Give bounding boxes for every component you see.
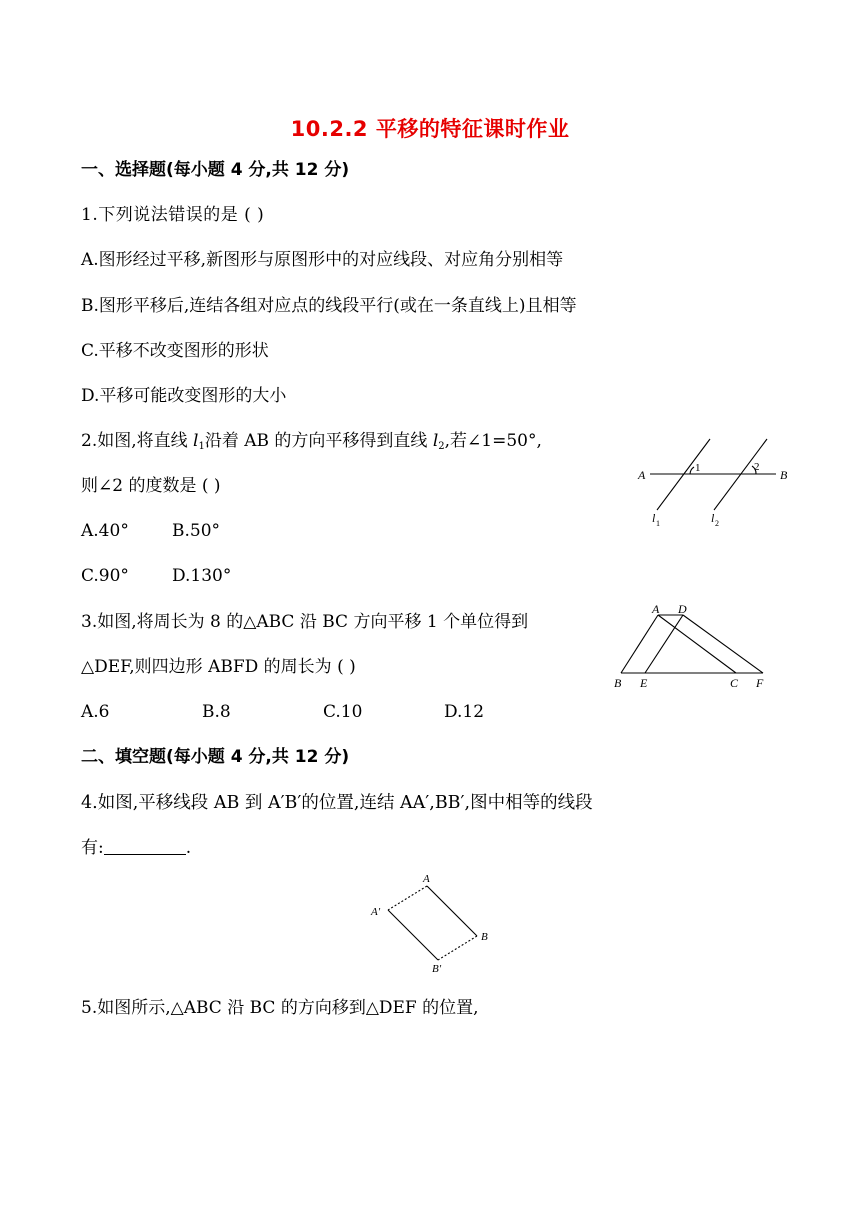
- q2-stem: [81, 429, 542, 459]
- q4-label-a-prime: A′: [371, 906, 381, 918]
- q2-option-b: B.50°: [172, 521, 221, 541]
- q3-option-c: C.10: [323, 702, 363, 722]
- q3-label-f: F: [756, 676, 764, 690]
- q3-label-d: D: [678, 602, 687, 616]
- page-title: 10.2.2 平移的特征课时作业: [290, 117, 570, 141]
- q3-label-e: E: [640, 676, 648, 690]
- q2-label-l1: l: [652, 511, 656, 525]
- q2-option-d: D.130°: [172, 566, 232, 586]
- q1-option-d: D.平移可能改变图形的大小: [81, 386, 287, 406]
- q4-answer-blank[interactable]: [104, 840, 186, 855]
- q3-stem2: △DEF,则四边形 ABFD 的周长为 ( ): [81, 657, 356, 677]
- q2-angle1-arc: [690, 467, 694, 474]
- q1-stem: 1.下列说法错误的是 ( ): [81, 205, 265, 225]
- q3-line-ab: [621, 615, 658, 673]
- q4-segment-bb1: [438, 936, 477, 960]
- q4-stem2-pre: 有:: [81, 838, 104, 858]
- q4-stem2: [81, 836, 191, 860]
- section1-heading: 一、选择题(每小题 4 分,共 12 分): [81, 160, 350, 180]
- q2-label-l2-sub: 2: [715, 519, 719, 528]
- q4-label-b: B: [481, 931, 488, 943]
- q3-line-de: [645, 615, 683, 673]
- q1-option-b: B.图形平移后,连结各组对应点的线段平行(或在一条直线上)且相等: [81, 296, 577, 316]
- q2-l1-sub: 1: [198, 441, 205, 452]
- q3-options: [81, 700, 484, 724]
- q2-option-a: A.40°: [81, 521, 129, 541]
- q3-line-df: [683, 615, 763, 673]
- q5-stem: 5.如图所示,△ABC 沿 BC 的方向移到△DEF 的位置,: [81, 998, 479, 1018]
- q2-label-l2: l: [711, 511, 715, 525]
- q4-segment-aa1: [388, 886, 427, 910]
- q4-stem2-post: .: [185, 838, 192, 858]
- section2-heading: 二、填空题(每小题 4 分,共 12 分): [81, 747, 350, 767]
- q2-figure: [630, 432, 800, 532]
- q3-line-ac: [658, 615, 736, 673]
- q2-label-a: A: [638, 468, 646, 482]
- q1-option-a: A.图形经过平移,新图形与原图形中的对应线段、对应角分别相等: [81, 250, 564, 270]
- q2-option-c: C.90°: [81, 566, 129, 586]
- q3-option-b: B.8: [202, 702, 231, 722]
- q2-stem-post: ,若∠1=50°,: [444, 431, 542, 451]
- q2-label-b: B: [780, 468, 788, 482]
- q3-label-a: A: [652, 602, 660, 616]
- q2-stem-mid: 沿着 AB 的方向平移得到直线: [204, 431, 433, 451]
- q4-label-a: A: [423, 873, 430, 885]
- q2-label-l1-sub: 1: [656, 519, 660, 528]
- q3-option-d: D.12: [444, 702, 485, 722]
- q2-l2: l: [432, 431, 439, 451]
- q3-label-c: C: [730, 676, 739, 690]
- q3-stem: 3.如图,将周长为 8 的△ABC 沿 BC 方向平移 1 个单位得到: [81, 612, 529, 632]
- q4-figure: [365, 868, 500, 976]
- q3-label-b: B: [614, 676, 622, 690]
- q2-stem2: 则∠2 的度数是 ( ): [81, 476, 221, 496]
- q2-options-row1: [81, 519, 220, 543]
- q3-figure: [608, 598, 780, 692]
- q2-label-angle2: 2: [754, 461, 760, 473]
- q2-stem-pre: 2.如图,将直线: [81, 431, 194, 451]
- q3-option-a: A.6: [81, 702, 110, 722]
- q4-segment-a1b1: [388, 910, 438, 960]
- q4-segment-ab: [427, 886, 477, 936]
- q4-label-b-prime: B′: [432, 963, 442, 975]
- q2-l2-sub: 2: [438, 441, 445, 452]
- q2-l1: l: [193, 431, 199, 451]
- q2-options-row2: [81, 564, 231, 588]
- q1-option-c: C.平移不改变图形的形状: [81, 341, 269, 361]
- q2-label-angle1: 1: [695, 462, 701, 474]
- q4-stem: 4.如图,平移线段 AB 到 A′B′的位置,连结 AA′,BB′,图中相等的线段: [81, 793, 593, 813]
